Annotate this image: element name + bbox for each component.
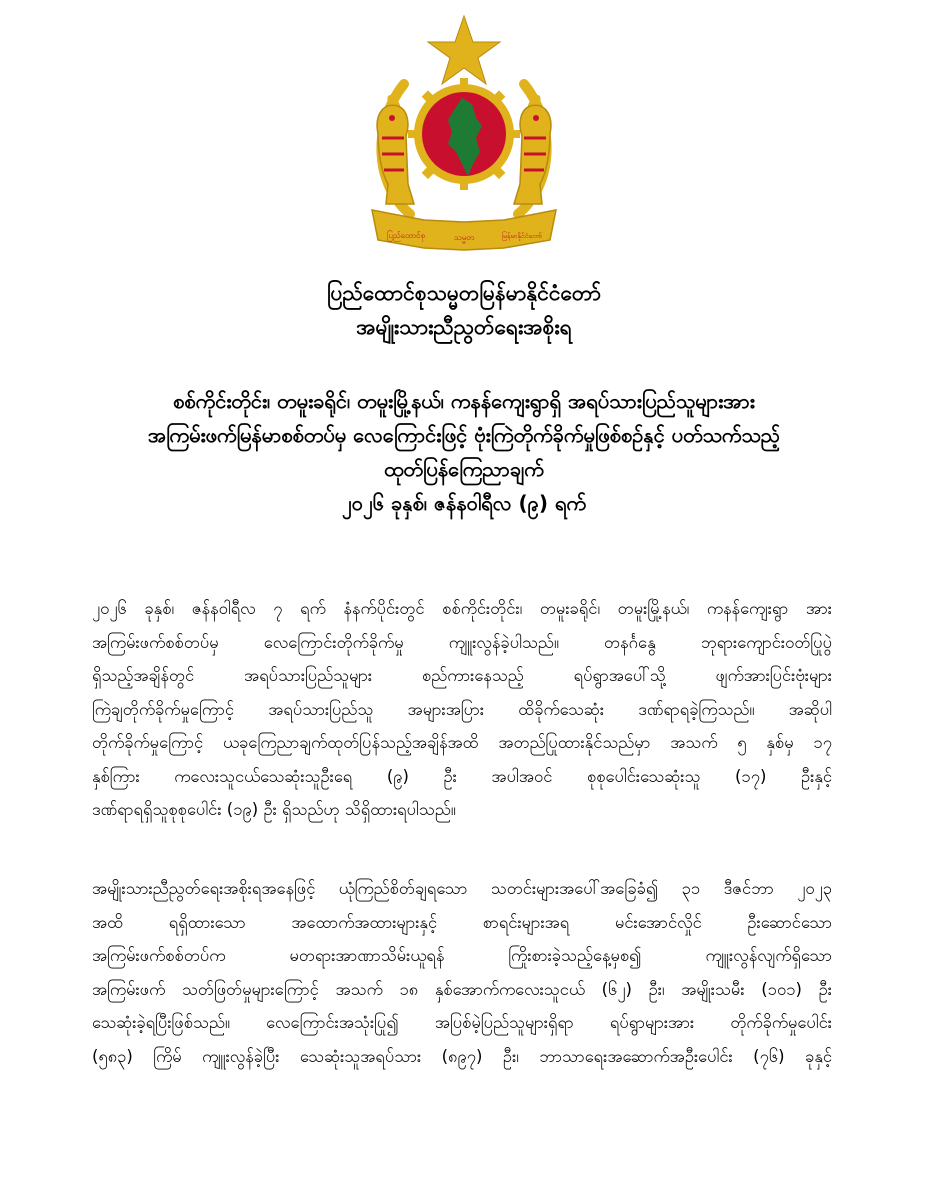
left-lion-icon <box>377 105 414 204</box>
state-seal-emblem-icon <box>364 14 564 260</box>
paragraph-1-line: တိုက်ခိုက်မှုကြောင့် ယခုကြေညာချက်ထုတ်ပြန်သည့်အချိန်အထိ အတည်ပြုထားနိုင်သည်မှာ အသက် ၅ နှစ်မှ ၁၇ <box>92 733 832 752</box>
ribbon-right-text: မြန်မာနိုင်ငံတော် <box>501 232 543 240</box>
paragraph-2-line: အကြမ်းဖက်စစ်တပ်က မတရားအာဏာသိမ်းယူရန် ကြိုးစားခဲ့သည့်နေ့မှစ၍ ကျူးလွန်လျက်ရှိသော <box>92 946 832 965</box>
right-lion-icon <box>514 105 551 204</box>
title-line-1: စစ်ကိုင်းတိုင်း၊ တမူးခရိုင်၊ တမူးမြို့နယ်၊ ကနန်ကျေးရွာရှိ အရပ်သားပြည်သူများအား <box>173 389 755 413</box>
paragraph-1-line: ကြဲချတိုက်ခိုက်မှုကြောင့် အရပ်သားပြည်သူ အများအပြား ထိခိုက်သေဆုံး ဒဏ်ရာရခဲ့ကြသည်။ အဆိုပါ <box>92 699 832 719</box>
statement-title <box>60 384 868 520</box>
paragraph-2-line: အကြမ်းဖက် သတ်ဖြတ်မှုများကြောင့် အသက် ၁၈ နှစ်အောက်ကလေးသူငယ် (၆၂) ဦး၊ အမျိုးသမီး (၁၀၁) ဦး <box>92 979 832 999</box>
star-icon <box>428 16 500 84</box>
ribbon-center-text: သမ္မတ <box>453 233 475 242</box>
title-line-3: ထုတ်ပြန်ကြေညာချက် <box>384 457 544 481</box>
government-header <box>60 276 868 344</box>
paragraph-2-line: အမျိုးသားညီညွတ်ရေးအစိုးရအနေဖြင့် ယုံကြည်စိတ်ချရသော သတင်းများအပေါ်အခြေခံ၍ ၃၁ ဒီဇင်ဘာ ၂၀၂၃ <box>92 879 832 898</box>
paragraph-1 <box>92 592 832 827</box>
paragraph-2-line: အထိ ရရှိထားသော အထောက်အထားများနှင့် စာရင်းများအရ မင်းအောင်လှိုင် ဦးဆောင်သော <box>92 912 832 932</box>
paragraph-1-line: ဒဏ်ရာရရှိသူစုစုပေါင်း (၁၉) ဦး ရှိသည်ဟု သိရှိထားရပါသည်။ <box>92 800 456 819</box>
paragraph-1-line: နှစ်ကြား ကလေးသူငယ်သေဆုံးသူဦးရေ (၉) ဦး အပါအဝင် စုစုပေါင်းသေဆုံးသူ (၁၇) ဦးနှင့် <box>92 766 832 786</box>
paragraph-1-line: ရှိသည့်အချိန်တွင် အရပ်သားပြည်သူများ စည်ကားနေသည့် ရပ်ရွာအပေါ်သို့ ဖျက်အားပြင်းဗုံးများ <box>92 666 832 685</box>
header-line-2: အမျိုးသားညီညွတ်ရေးအစိုးရ <box>356 315 572 339</box>
header-line-1: ပြည်ထောင်စုသမ္မတမြန်မာနိုင်ငံတော် <box>326 281 601 305</box>
statement-date: ၂၀၂၆ ခုနှစ်၊ ဇန်နဝါရီလ (၉) ရက် <box>341 491 587 515</box>
paragraph-1-line: ၂၀၂၆ ခုနှစ်၊ ဇန်နဝါရီလ ၇ ရက် နံနက်ပိုင်းတွင် စစ်ကိုင်းတိုင်း၊ တမူးခရိုင်၊ တမူးမြို့နယ်၊ ကနန်ကျေးရွာ အား <box>92 599 832 618</box>
title-line-2: အကြမ်းဖက်မြန်မာစစ်တပ်မှ လေကြောင်းဖြင့် ဗုံးကြဲတိုက်ခိုက်မှုဖြစ်စဉ်နှင့် ပတ်သက်သည့် <box>147 423 781 447</box>
paragraph-1-line: အကြမ်းဖက်စစ်တပ်မှ လေကြောင်းတိုက်ခိုက်မှု ကျူးလွန်ခဲ့ပါသည်။ တနင်္ဂနွေ ဘုရားကျောင်းဝတ်ပြုပွဲ <box>92 632 832 652</box>
paragraph-2-line: (၅၈၃) ကြိမ် ကျူးလွန်ခဲ့ပြီး သေဆုံးသူအရပ်သား (၈၉၇) ဦး၊ ဘာသာရေးအဆောက်အဦးပေါင်း (၇၆) ခုနှင့် <box>92 1046 832 1066</box>
ribbon-left-text: ပြည်ထောင်စု <box>387 231 425 240</box>
paragraph-2-line: သေဆုံးခဲ့ရပြီးဖြစ်သည်။ လေကြောင်းအသုံးပြု၍ အပြစ်မဲ့ပြည်သူများရှိရာ ရပ်ရွာများအား တိုက်ခိုက်မှုပေါင်း <box>92 1013 832 1032</box>
paragraph-2 <box>92 872 832 1073</box>
